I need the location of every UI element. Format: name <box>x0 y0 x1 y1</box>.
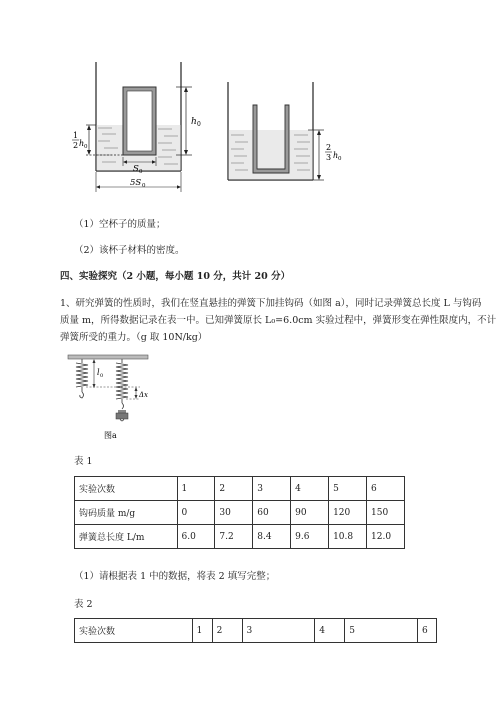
table-cell: 30 <box>215 501 253 525</box>
s0-sub: 0 <box>139 169 143 175</box>
table-1 <box>74 476 405 549</box>
h0-label: h <box>191 117 197 127</box>
table-cell: 6.0 <box>177 525 215 549</box>
table-cell: 1 <box>177 477 215 501</box>
table-cell: 60 <box>253 501 291 525</box>
half-den: 2 <box>73 141 79 150</box>
l0-label: l <box>97 368 100 377</box>
table-cell: 弹簧总长度 L/m <box>75 525 178 549</box>
table-cell: 6 <box>417 619 436 643</box>
bottom-sub: 0 <box>142 183 146 189</box>
table-row <box>75 619 437 643</box>
l0-sub: 0 <box>100 373 104 379</box>
h0-sub: 0 <box>197 121 201 128</box>
problem-1-line-3: 弹簧所受的重力。（g 取 10N/kg） <box>60 332 208 343</box>
question-1: （1）空杯子的质量； <box>74 219 166 230</box>
spring-figure-a <box>64 351 164 443</box>
table-2 <box>74 618 437 643</box>
table-cell: 90 <box>291 501 329 525</box>
floating-cup-figure <box>222 80 352 190</box>
problem-1-line-2: 质量 m，所得数据记录在表一中。已知弹簧原长 L₀=6.0cm 实验过程中，弹簧形变在弹性限度内，不计 <box>60 315 497 326</box>
table-cell: 8.4 <box>253 525 291 549</box>
half-var: h <box>79 139 85 148</box>
table-cell: 2 <box>215 477 253 501</box>
half-sub: 0 <box>84 144 88 150</box>
table-row <box>75 477 405 501</box>
table-cell: 4 <box>291 477 329 501</box>
table-cell: 9.6 <box>291 525 329 549</box>
s0-label: S <box>133 164 139 174</box>
problem-1-text <box>60 295 497 346</box>
table-cell: 1 <box>192 619 212 643</box>
dx-label: Δx <box>139 391 149 399</box>
table-cell: 实验次数 <box>75 477 178 501</box>
table-cell: 钩码质量 m/g <box>75 501 178 525</box>
half-num: 1 <box>73 131 79 140</box>
table-cell: 12.0 <box>367 525 405 549</box>
table-row <box>75 525 405 549</box>
frac-var: h <box>333 151 339 160</box>
table-cell: 实验次数 <box>75 619 193 643</box>
frac-den: 3 <box>326 153 332 162</box>
section-4-title: 四、实验探究（2 小题，每小题 10 分，共计 20 分） <box>60 271 291 282</box>
table-cell: 5 <box>345 619 418 643</box>
table-2-title: 表 2 <box>74 599 93 610</box>
question-2: （2）该杯子材料的密度。 <box>74 245 185 256</box>
table-cell: 120 <box>329 501 367 525</box>
question-fill-table: （1）请根据表 1 中的数据，将表 2 填写完整； <box>74 571 276 582</box>
table-cell: 0 <box>177 501 215 525</box>
figure-a-caption: 图a <box>104 431 117 440</box>
frac-sub: 0 <box>338 156 342 162</box>
table-row <box>75 501 405 525</box>
table-cell: 4 <box>315 619 345 643</box>
bottom-label: 5S <box>130 178 142 188</box>
table-cell: 150 <box>367 501 405 525</box>
cup-in-container-figure <box>60 58 210 198</box>
table-1-title: 表 1 <box>74 456 93 467</box>
table-cell: 10.8 <box>329 525 367 549</box>
table-cell: 7.2 <box>215 525 253 549</box>
problem-1-line-1: 1、研究弹簧的性质时，我们在竖直悬挂的弹簧下加挂钩码（如图 a），同时记录弹簧总长度 L 与钩码 <box>60 298 482 309</box>
table-cell: 3 <box>253 477 291 501</box>
frac-num: 2 <box>326 143 332 152</box>
table-cell: 2 <box>212 619 242 643</box>
table-cell: 5 <box>329 477 367 501</box>
table-cell: 6 <box>367 477 405 501</box>
table-cell: 3 <box>242 619 315 643</box>
